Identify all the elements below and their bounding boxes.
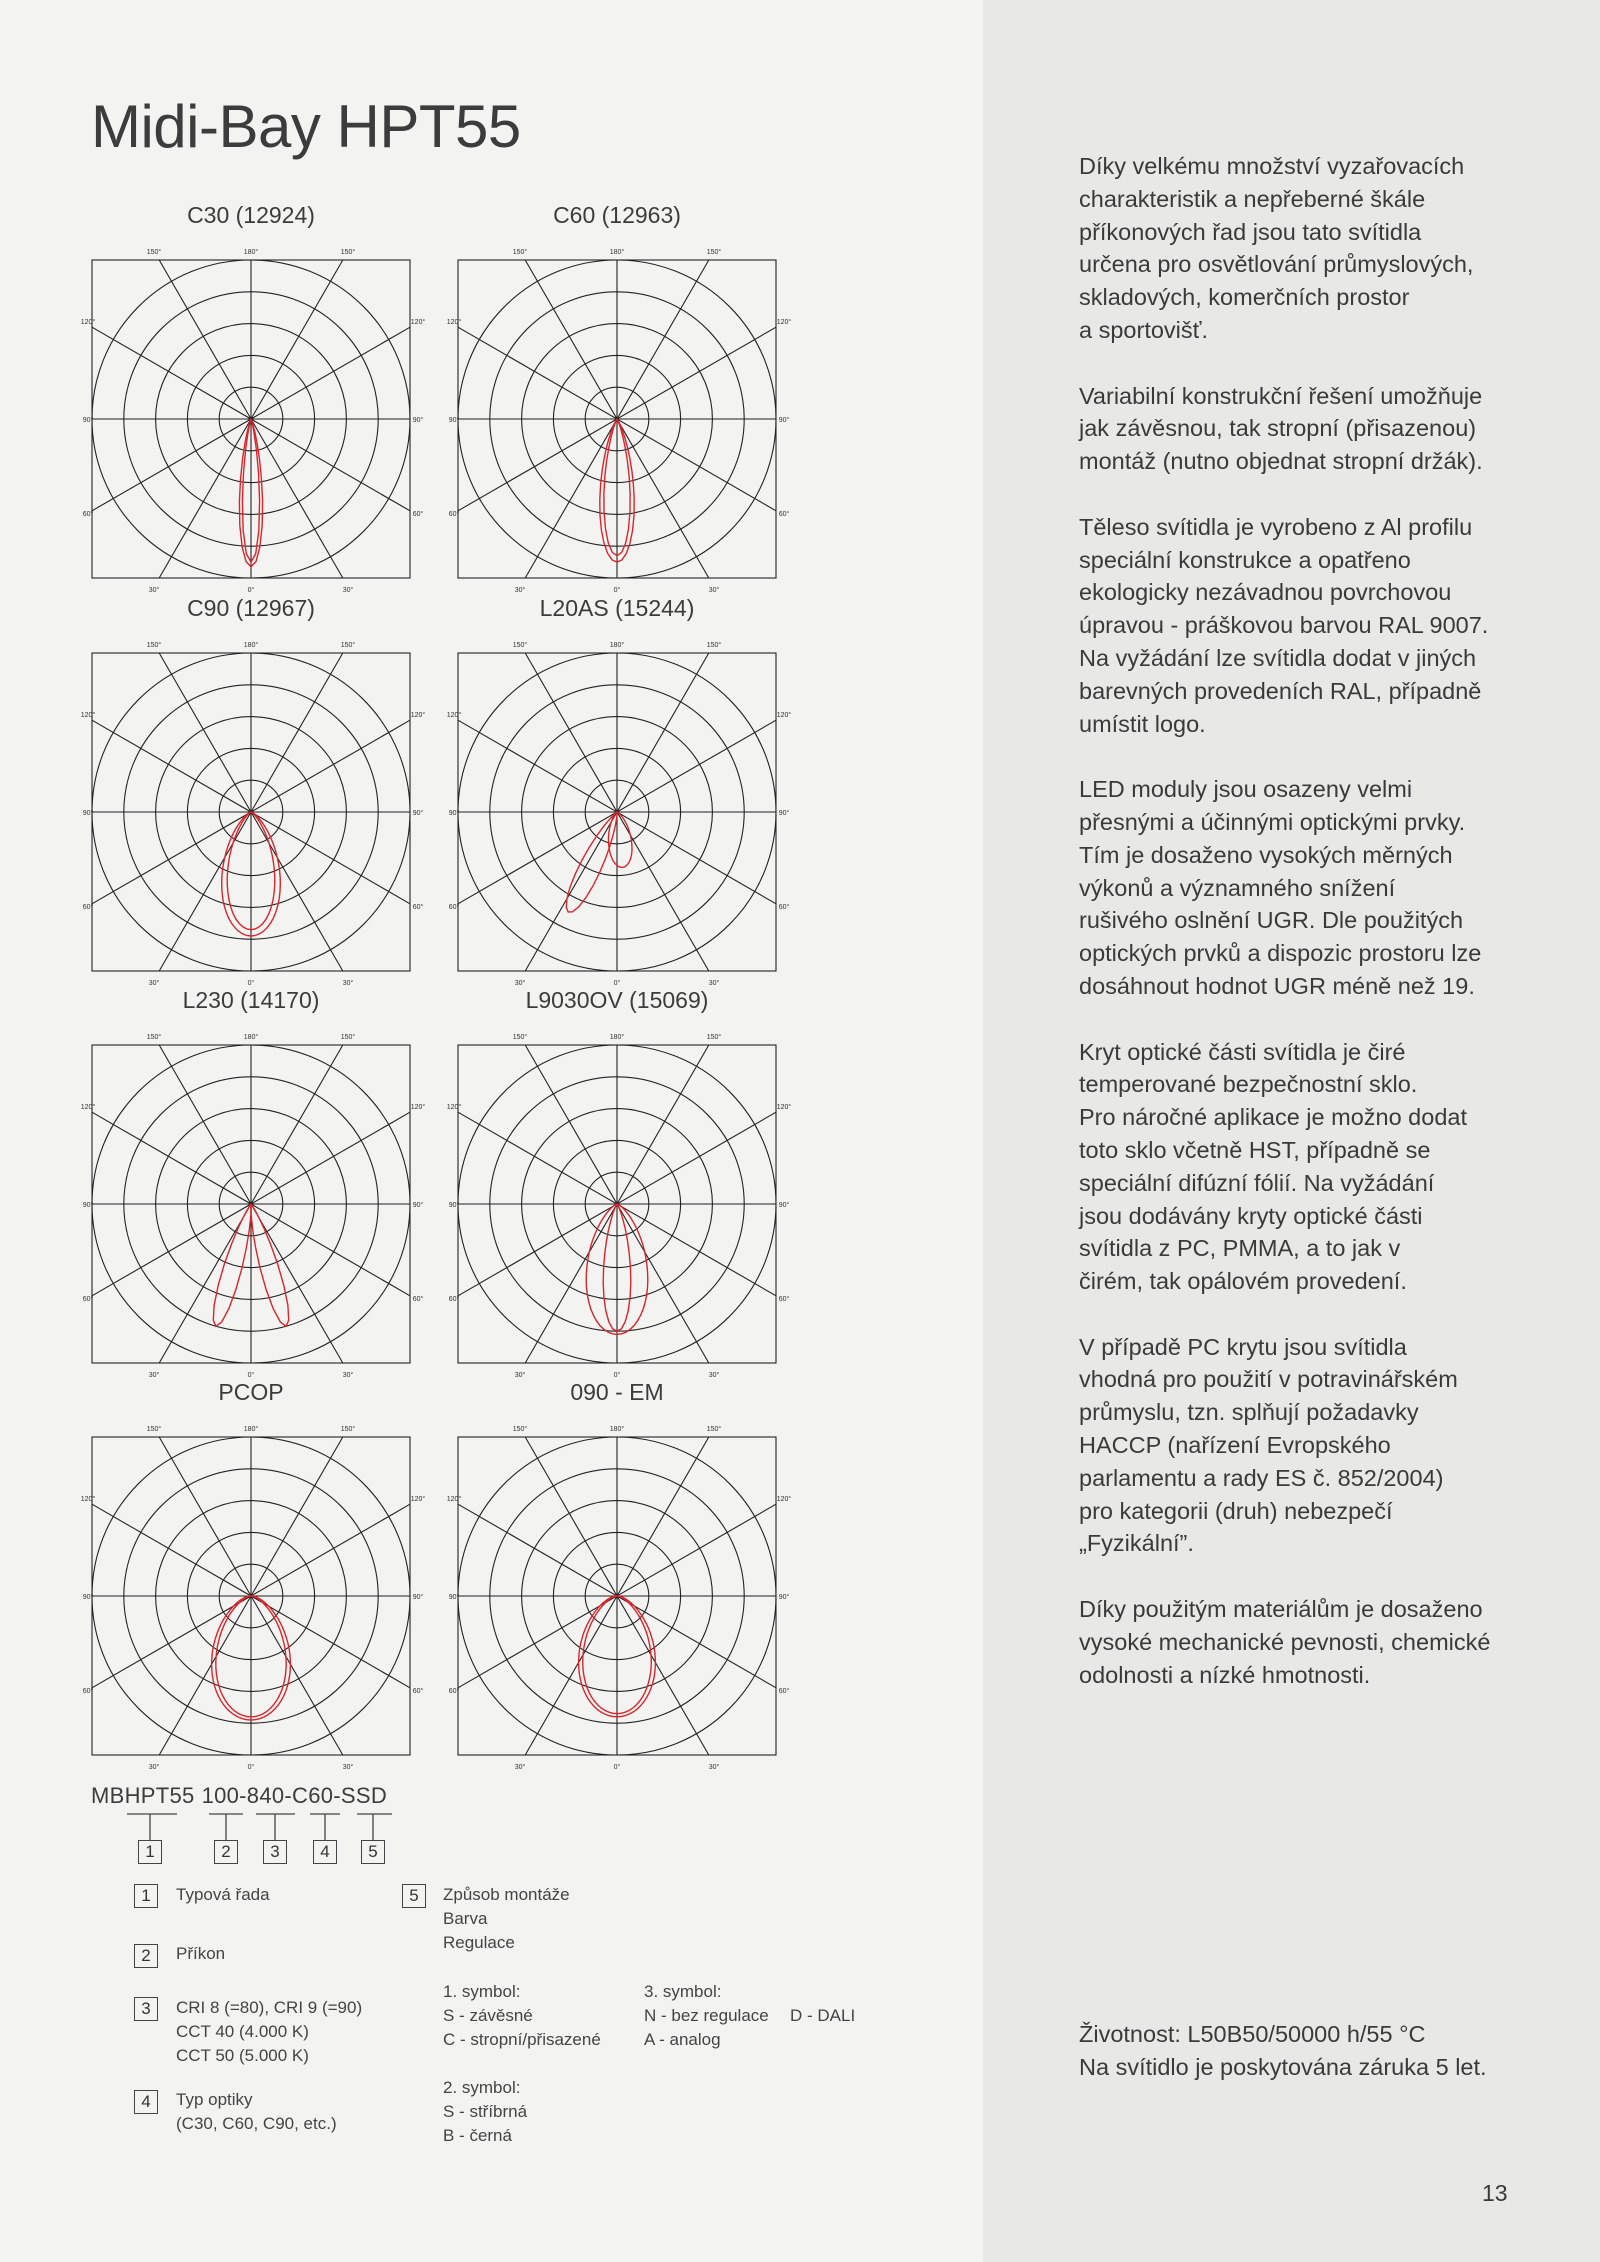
page-title: Midi-Bay HPT55 <box>91 93 521 160</box>
axis-label: 60° <box>448 904 460 911</box>
legend-number-box: 3 <box>134 1997 158 2021</box>
legend-text-mounting: Způsob montáže Barva Regulace <box>443 1885 570 1952</box>
diagram-title: L9030OV (15069) <box>525 987 709 1013</box>
axis-label: 150° <box>340 642 356 649</box>
axis-label: 150° <box>512 1034 528 1041</box>
description-column <box>1079 150 1559 1724</box>
axis-label: 180° <box>609 249 625 256</box>
axis-label: 120° <box>776 319 792 326</box>
legend-number-box: 4 <box>134 2090 158 2114</box>
description-paragraph: Variabilní konstrukční řešení umožňuje jak závěsnou, tak stropní (přisazenou) montáž (nutno objednat stropní držák). <box>1079 382 1483 475</box>
legend-text-series: Typová řada <box>176 1885 270 1904</box>
axis-label: 60° <box>412 1296 424 1303</box>
axis-label: 30° <box>148 587 160 594</box>
symbol-2-description: 2. symbol: S - stříbrná B - černá <box>443 2078 528 2145</box>
axis-label: 60° <box>778 1688 790 1695</box>
axis-label: 90° <box>448 1202 460 1209</box>
axis-label: 120° <box>776 1104 792 1111</box>
axis-label: 30° <box>514 980 526 987</box>
axis-label: 30° <box>342 1372 354 1379</box>
axis-label: 60° <box>82 1296 94 1303</box>
order-code-suffix: 100-840-C60-SSD <box>201 1783 388 1808</box>
description-paragraph: Těleso svítidla je vyrobeno z Al profilu speciální konstrukce a opatřeno ekologicky nezávadnou povrchovou úpravou - práškovou barvou RAL 9007. Na vyžádání lze svítidla dodat v jiných barevných provedeních RAL, případně umístit logo. <box>1079 513 1489 737</box>
axis-label: 30° <box>708 980 720 987</box>
axis-label: 60° <box>412 904 424 911</box>
legend-number-box: 1 <box>134 1884 158 1908</box>
axis-label: 180° <box>609 1034 625 1041</box>
axis-label: 30° <box>148 1372 160 1379</box>
diagram-title: C30 (12924) <box>187 202 315 228</box>
axis-label: 60° <box>448 1296 460 1303</box>
code-number-box: 2 <box>214 1840 238 1864</box>
axis-label: 150° <box>512 1426 528 1433</box>
axis-label: 150° <box>146 642 162 649</box>
axis-label: 150° <box>512 642 528 649</box>
axis-label: 90° <box>448 1594 460 1601</box>
axis-label: 30° <box>514 587 526 594</box>
lifetime-warranty <box>1079 2018 1579 2084</box>
axis-label: 60° <box>778 1296 790 1303</box>
axis-label: 90° <box>778 417 790 424</box>
axis-label: 120° <box>410 319 426 326</box>
diagram-title: 090 - EM <box>570 1379 664 1405</box>
legend-number-box: 2 <box>134 1944 158 1968</box>
axis-label: 60° <box>448 511 460 518</box>
axis-label: 120° <box>776 1496 792 1503</box>
axis-label: 90° <box>412 417 424 424</box>
axis-label: 120° <box>446 712 462 719</box>
axis-label: 150° <box>512 249 528 256</box>
order-code-prefix: MBHPT55 <box>91 1783 195 1808</box>
axis-label: 150° <box>340 249 356 256</box>
axis-label: 180° <box>243 1034 259 1041</box>
axis-label: 180° <box>243 642 259 649</box>
legend-text-power: Příkon <box>176 1944 226 1963</box>
code-number-box: 3 <box>263 1840 287 1864</box>
legend-text-cri-cct: CRI 8 (=80), CRI 9 (=90) CCT 40 (4.000 K) CCT 50 (5.000 K) <box>176 1998 363 2065</box>
axis-label: 90° <box>448 417 460 424</box>
axis-label: 120° <box>80 1104 96 1111</box>
axis-label: 120° <box>80 712 96 719</box>
axis-label: 0° <box>613 1764 621 1771</box>
legend-text-optics: Typ optiky (C30, C60, C90, etc.) <box>176 2090 337 2133</box>
axis-label: 0° <box>247 980 255 987</box>
axis-label: 0° <box>247 587 255 594</box>
symbol-3-dali: D - DALI <box>790 2006 856 2025</box>
legend-number-box: 5 <box>402 1884 426 1908</box>
page-number: 13 <box>1482 2180 1508 2206</box>
description-paragraph: Díky velkému množství vyzařovacích charakteristik a nepřeberné škále příkonových řad jsou tato svítidla určena pro osvětlování průmyslových, skladových, komerčních prostor a sportovišť. <box>1079 153 1474 343</box>
axis-label: 90° <box>778 1202 790 1209</box>
axis-label: 30° <box>148 1764 160 1771</box>
code-number-box: 1 <box>138 1840 162 1864</box>
axis-label: 120° <box>410 712 426 719</box>
axis-label: 120° <box>80 1496 96 1503</box>
axis-label: 90° <box>778 1594 790 1601</box>
symbol-3-description: 3. symbol: N - bez regulace A - analog <box>644 1982 769 2049</box>
axis-label: 120° <box>446 319 462 326</box>
description-paragraph: LED moduly jsou osazeny velmi přesnými a účinnými optickými prvky. Tím je dosaženo vysokých měrných výkonů a významného snížení rušivého oslnění UGR. Dle použitých optických prvků a dispozic prostoru lze dosáhnout hodnot UGR méně než 19. <box>1079 776 1482 999</box>
axis-label: 150° <box>706 1034 722 1041</box>
axis-label: 120° <box>446 1104 462 1111</box>
axis-label: 60° <box>412 511 424 518</box>
symbol-1-description: 1. symbol: S - závěsné C - stropní/přisazené <box>443 1982 601 2049</box>
axis-label: 90° <box>82 810 94 817</box>
code-number-box: 5 <box>361 1840 385 1864</box>
axis-label: 0° <box>613 587 621 594</box>
axis-label: 90° <box>412 1594 424 1601</box>
axis-label: 30° <box>514 1372 526 1379</box>
axis-label: 0° <box>247 1764 255 1771</box>
axis-label: 120° <box>776 712 792 719</box>
axis-label: 150° <box>706 642 722 649</box>
axis-label: 150° <box>706 249 722 256</box>
axis-label: 180° <box>243 249 259 256</box>
description-paragraph: V případě PC krytu jsou svítidla vhodná pro použití v potravinářském průmyslu, tzn. splňují požadavky HACCP (nařízení Evropského parlamentu a rady ES č. 852/2004) pro kategorii (druh) nebezpečí „Fyzikální”. <box>1079 1333 1458 1557</box>
axis-label: 90° <box>82 417 94 424</box>
axis-label: 180° <box>243 1426 259 1433</box>
diagram-title: PCOP <box>218 1379 284 1405</box>
description-paragraph: Díky použitým materiálům je dosaženo vysoké mechanické pevnosti, chemické odolnosti a nízké hmotnosti. <box>1079 1596 1491 1688</box>
axis-label: 150° <box>146 1426 162 1433</box>
axis-label: 90° <box>82 1594 94 1601</box>
axis-label: 150° <box>706 1426 722 1433</box>
axis-label: 150° <box>146 249 162 256</box>
axis-label: 120° <box>410 1496 426 1503</box>
diagram-title: C60 (12963) <box>553 202 681 228</box>
axis-label: 60° <box>448 1688 460 1695</box>
diagram-title: L20AS (15244) <box>539 595 695 621</box>
axis-label: 60° <box>778 904 790 911</box>
axis-label: 30° <box>148 980 160 987</box>
axis-label: 30° <box>708 1372 720 1379</box>
axis-label: 90° <box>778 810 790 817</box>
axis-label: 30° <box>342 1764 354 1771</box>
axis-label: 90° <box>412 1202 424 1209</box>
code-number-box: 4 <box>313 1840 337 1864</box>
axis-label: 180° <box>609 1426 625 1433</box>
axis-label: 150° <box>146 1034 162 1041</box>
axis-label: 30° <box>708 587 720 594</box>
lifetime-text: Životnost: L50B50/50000 h/55 °C <box>1079 2021 1426 2047</box>
axis-label: 60° <box>412 1688 424 1695</box>
diagram-title: L230 (14170) <box>182 987 320 1013</box>
axis-label: 150° <box>340 1034 356 1041</box>
axis-label: 0° <box>247 1372 255 1379</box>
axis-label: 60° <box>82 904 94 911</box>
axis-label: 90° <box>412 810 424 817</box>
diagram-title: C90 (12967) <box>187 595 315 621</box>
axis-label: 60° <box>82 511 94 518</box>
axis-label: 30° <box>708 1764 720 1771</box>
axis-label: 150° <box>340 1426 356 1433</box>
axis-label: 60° <box>82 1688 94 1695</box>
axis-label: 90° <box>448 810 460 817</box>
axis-label: 90° <box>82 1202 94 1209</box>
axis-label: 30° <box>514 1764 526 1771</box>
axis-label: 30° <box>342 980 354 987</box>
axis-label: 0° <box>613 1372 621 1379</box>
axis-label: 180° <box>609 642 625 649</box>
description-paragraph: Kryt optické části svítidla je čiré temperované bezpečnostní sklo. Pro náročné aplikace je možno dodat toto sklo včetně HST, případně se speciální difúzní fólií. Na vyžádání jsou dodávány kryty optické části svítidla z PC, PMMA, a to jak v čirém, tak opálovém provedení. <box>1079 1038 1467 1295</box>
axis-label: 30° <box>342 587 354 594</box>
axis-label: 0° <box>613 980 621 987</box>
axis-label: 120° <box>446 1496 462 1503</box>
axis-label: 60° <box>778 511 790 518</box>
axis-label: 120° <box>410 1104 426 1111</box>
axis-label: 120° <box>80 319 96 326</box>
warranty-text: Na svítidlo je poskytována záruka 5 let. <box>1079 2053 1487 2080</box>
